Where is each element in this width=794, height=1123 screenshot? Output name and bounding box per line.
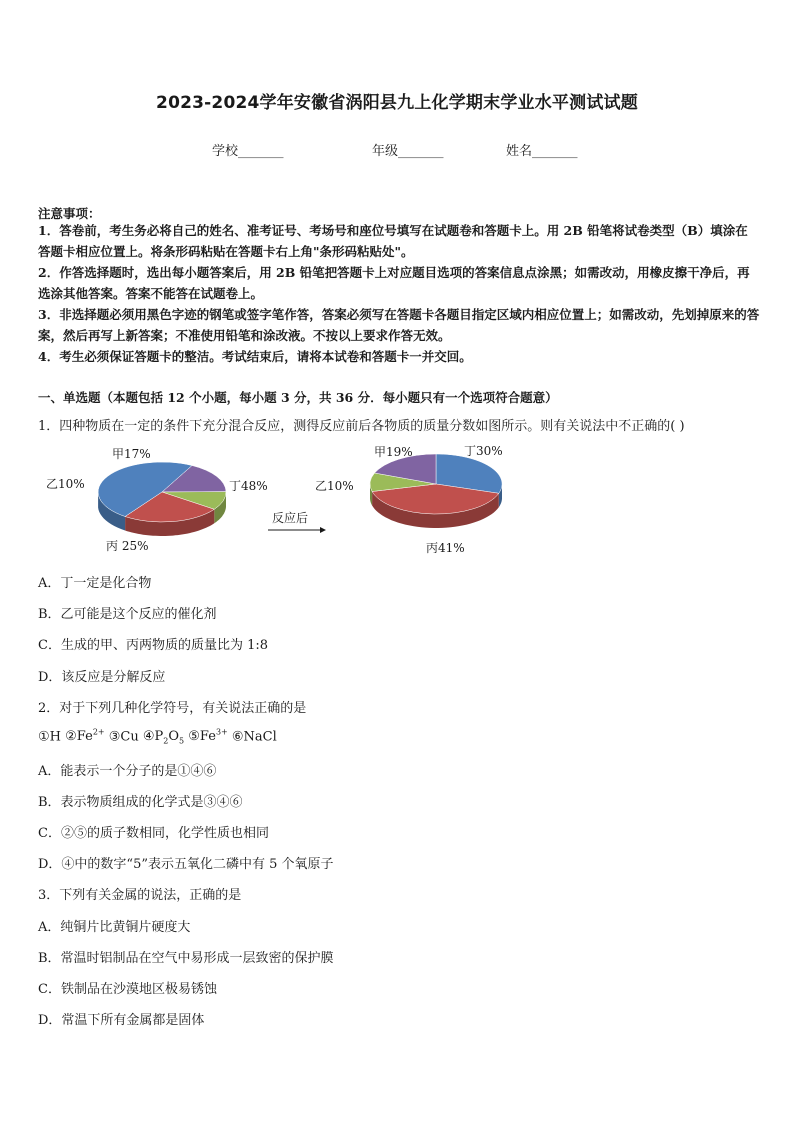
question-3-stem: 3．下列有关金属的说法，正确的是	[38, 888, 242, 903]
reaction-arrow	[268, 510, 326, 533]
grade-field[interactable]: 年级_______	[372, 144, 444, 159]
q3-option-a[interactable]: A．纯铜片比黄铜片硬度大	[38, 920, 191, 935]
q1-option-c[interactable]: C．生成的甲、丙两物质的质量比为 1:8	[38, 638, 269, 653]
pie-chart-before	[46, 447, 268, 553]
page-title: 2023-2024学年安徽省涡阳县九上化学期末学业水平测试试题	[156, 93, 638, 113]
pie-chart-after	[315, 444, 503, 555]
symbol-fe2: $②Fe^{2+}$	[65, 728, 105, 745]
question-2-stem: 2．对于下列几种化学符号，有关说法正确的是	[38, 701, 307, 716]
pie-label-丁: 丁30%	[464, 444, 503, 458]
note-item: 3．非选择题必须用黑色字迹的钢笔或签字笔作答，答案必须写在答题卡各题目指定区域内相应位置上；如需改动，先划掉原来的答案，然后再写上新答案；不准使用铅笔和涂改液。不按以上要求作答无效。	[38, 307, 760, 343]
q2-option-c[interactable]: C．②⑤的质子数相同，化学性质也相同	[38, 826, 269, 841]
pie-label-乙: 乙10%	[46, 477, 85, 491]
pie-label-甲: 甲17%	[112, 447, 151, 461]
q1-option-b[interactable]: B．乙可能是这个反应的催化剂	[38, 607, 217, 622]
section-heading: 一、单选题（本题包括 12 个小题，每小题 3 分，共 36 分．每小题只有一个选项符合题意）	[38, 390, 558, 405]
note-item: 1．答卷前，考生务必将自己的姓名、准考证号、考场号和座位号填写在试题卷和答题卡上。用 2B 铅笔将试卷类型（B）填涂在答题卡相应位置上。将条形码粘贴在答题卡右上角"条形码粘贴处"。	[38, 223, 748, 259]
q2-option-d[interactable]: D．④中的数字“5”表示五氧化二磷中有 5 个氧原子	[38, 857, 334, 872]
pie-charts	[36, 438, 556, 568]
note-item: 2．作答选择题时，选出每小题答案后，用 2B 铅笔把答题卡上对应题目选项的答案信息点涂黑；如需改动，用橡皮擦干净后，再选涂其他答案。答案不能答在试题卷上。	[38, 265, 750, 301]
school-field[interactable]: 学校_______	[212, 144, 284, 159]
pie-label-丙: 丙41%	[426, 541, 465, 555]
q3-option-b[interactable]: B．常温时铝制品在空气中易形成一层致密的保护膜	[38, 951, 334, 966]
q3-option-c[interactable]: C．铁制品在沙漠地区极易锈蚀	[38, 982, 217, 997]
pie-label-丙: 丙 25%	[106, 539, 149, 553]
q2-option-b[interactable]: B．表示物质组成的化学式是③④⑥	[38, 795, 243, 810]
pie-label-乙: 乙10%	[315, 479, 354, 493]
symbol-h: ①H	[38, 729, 61, 745]
question-1-stem: 1．四种物质在一定的条件下充分混合反应，测得反应前后各物质的质量分数如图所示。则有关说法中不正确的( )	[38, 419, 685, 434]
q3-option-d[interactable]: D．常温下所有金属都是固体	[38, 1013, 205, 1028]
note-item: 4．考生必须保证答题卡的整洁。考试结束后，请将本试卷和答题卡一并交回。	[38, 349, 472, 364]
symbol-p2o5: $④P_2O_5$	[142, 729, 185, 746]
name-field[interactable]: 姓名_______	[506, 144, 578, 159]
symbol-fe3: $⑤Fe^{3+}$	[188, 728, 228, 745]
q1-option-d[interactable]: D．该反应是分解反应	[38, 670, 166, 685]
pie-label-丁: 丁48%	[229, 479, 268, 493]
chemical-symbols	[38, 728, 277, 746]
arrow-label: 反应后	[272, 511, 309, 525]
symbol-nacl: ⑥NaCl	[231, 729, 277, 745]
pie-label-甲: 甲19%	[374, 445, 413, 459]
notes-heading: 注意事项：	[38, 206, 101, 221]
symbol-cu: ③Cu	[108, 729, 139, 745]
q1-option-a[interactable]: A．丁一定是化合物	[38, 576, 152, 591]
q2-option-a[interactable]: A．能表示一个分子的是①④⑥	[38, 764, 217, 779]
